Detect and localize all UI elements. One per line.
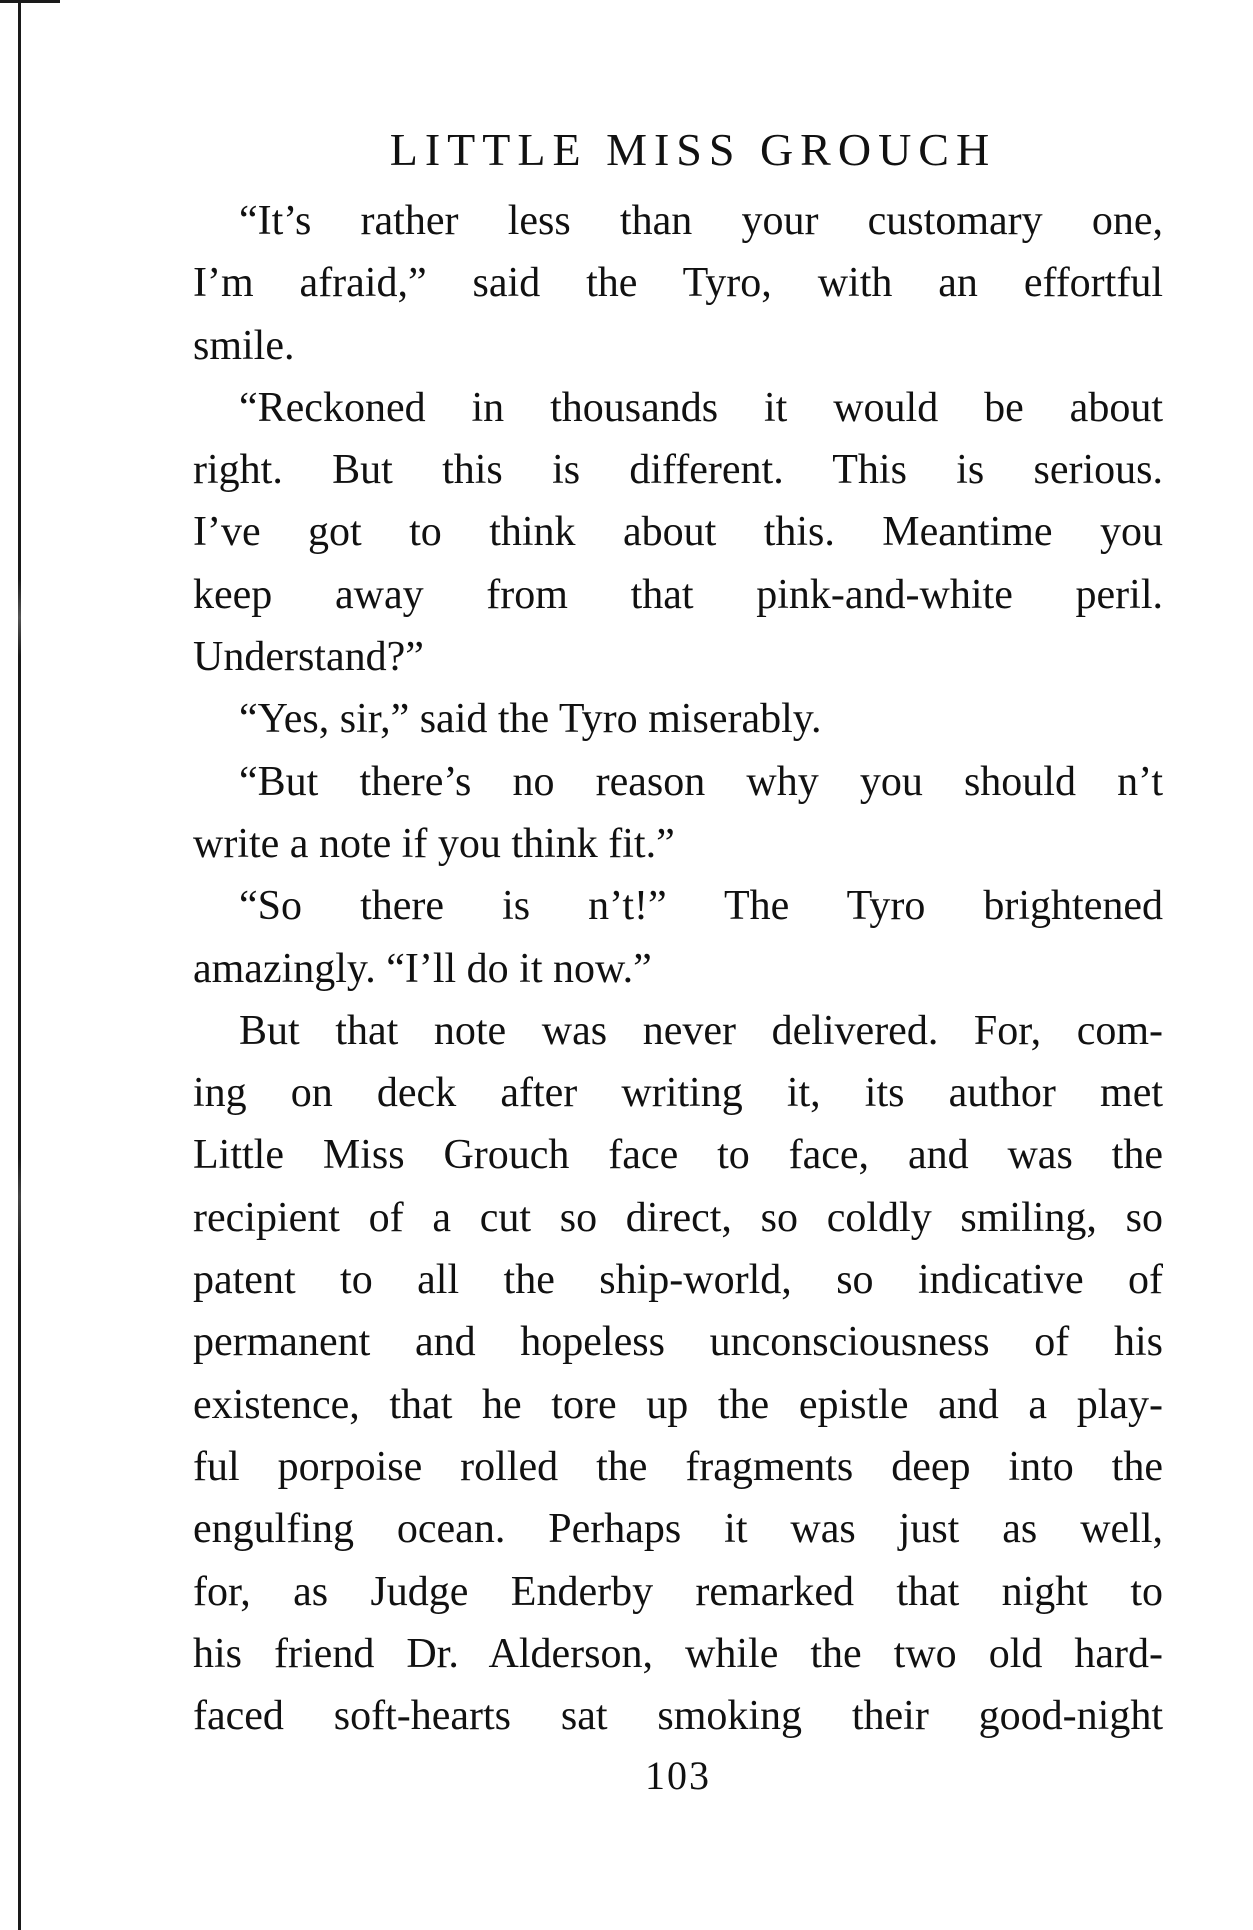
text-line: ful porpoise rolled the fragments deep into the [193, 1443, 1163, 1490]
text-line: faced soft-hearts sat smoking their good-night [193, 1693, 1163, 1740]
binding-edge-tick [0, 0, 60, 3]
text-line: “Reckoned in thousands it would be about [239, 384, 1163, 431]
text-line: “Yes, sir,” said the Tyro miserably. [239, 696, 822, 743]
text-line: “It’s rather less than your customary one, [239, 198, 1163, 244]
text-line: patent to all the ship-world, so indicative of [193, 1257, 1163, 1304]
text-line: his friend Dr. Alderson, while the two old hard- [193, 1630, 1163, 1677]
text-line: Little Miss Grouch face to face, and was the [193, 1132, 1163, 1179]
text-line: right. But this is different. This is serious. [193, 447, 1163, 494]
running-head: LITTLE MISS GROUCH [389, 124, 997, 175]
text-line: “So there is n’t!” The Tyro brightened [239, 883, 1163, 930]
text-line: write a note if you think fit.” [193, 820, 675, 867]
text-line: ing on deck after writing it, its author met [193, 1070, 1163, 1117]
text-line: I’m afraid,” said the Tyro, with an effortful [193, 260, 1163, 307]
text-line: recipient of a cut so direct, so coldly smiling, so [193, 1194, 1163, 1241]
text-line: keep away from that pink-and-white peril. [193, 571, 1163, 618]
text-line: existence, that he tore up the epistle and a play- [193, 1381, 1163, 1428]
text-line: permanent and hopeless unconsciousness of his [193, 1319, 1163, 1366]
body-text [193, 190, 1163, 1747]
page-number: 103 [645, 1753, 711, 1799]
text-line: Understand?” [193, 634, 424, 681]
text-line: for, as Judge Enderby remarked that night to [193, 1568, 1163, 1615]
text-line: But that note was never delivered. For, com- [239, 1007, 1163, 1054]
text-line: amazingly. “I’ll do it now.” [193, 945, 652, 992]
text-line: I’ve got to think about this. Meantime you [193, 509, 1163, 556]
text-line: smile. [193, 322, 295, 369]
book-page [193, 120, 1163, 1801]
binding-edge [18, 0, 21, 1930]
text-line: engulfing ocean. Perhaps it was just as well, [193, 1506, 1163, 1553]
text-line: “But there’s no reason why you should n’t [239, 758, 1163, 805]
